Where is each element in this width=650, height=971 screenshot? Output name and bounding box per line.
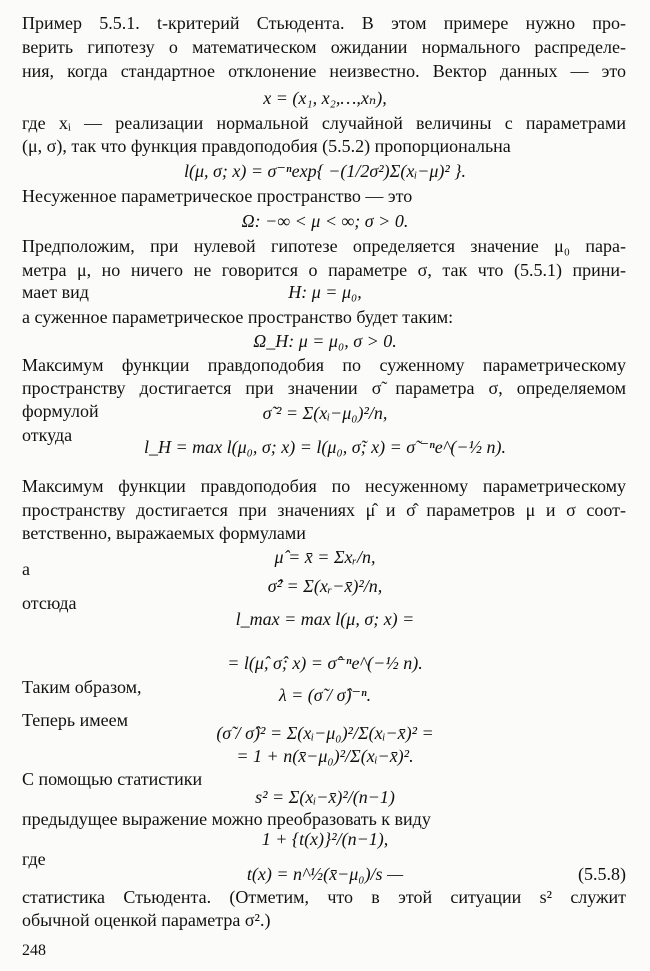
para-line-26: обычной оценкой параметра σ².) [22,910,271,930]
para-line-7: Предположим, при нулевой гипотезе определяется значение μ₀ пара- [22,236,626,256]
para-line-13: формулой [22,401,99,421]
equation-lmax-result: = l(μ̂, σ̂; x) = σ̂⁻ⁿe^(−½ n). [227,653,423,673]
para-line-9: мает вид [22,282,89,302]
para-line-21: Теперь имеем [22,710,129,730]
equation-vector: x = (x₁, x₂,…,xₙ), [263,88,387,108]
para-line-8: метра μ, но ничего не говорится о параметре σ, так что (5.5.1) прини- [22,260,626,280]
para-line-3: ния, когда стандартное отклонение неизвестно. Вектор данных — это [22,61,626,81]
para-line-11: Максимум функции правдоподобия по суженному параметрическому [22,355,626,375]
equation-s2: s² = Σ(xᵢ−x̄)²/(n−1) [255,787,395,807]
para-line-25: статистика Стьюдента. (Отметим, что в этой ситуации s² служит [22,887,626,907]
equation-sigma-hat: σ̂² = Σ(xᵣ−x̄)²/n, [267,576,383,596]
para-line-4: где xᵢ — реализации нормальной случайной величины с параметрами [22,113,626,133]
para-line-20: Таким образом, [22,677,142,697]
equation-lh: l_H = max l(μ₀, σ; x) = l(μ₀, σ̃; x) = σ̃ ⁻ⁿe^(−½ n). [144,437,506,457]
equation-t-statistic: t(x) = n^½(x̄−μ₀)/s — [246,864,404,884]
equation-number: (5.5.8) [578,864,626,884]
equation-ratio-2: = 1 + n(x̄−μ₀)²/Σ(xᵢ−x̄)². [236,746,414,766]
page-number: 248 [22,942,46,959]
para-line-19: отсюда [22,593,77,613]
equation-hypothesis: H: μ = μ₀, [288,282,362,302]
para-line-24: где [22,849,46,869]
para-line-17: ветственно, выражаемых формулами [22,523,306,543]
equation-sigma-tilde: σ̃ ² = Σ(xᵢ−μ₀)²/n, [262,403,388,423]
equation-omega: Ω: −∞ < μ < ∞; σ > 0. [241,211,409,231]
equation-omega-h: Ω_H: μ = μ₀, σ > 0. [253,331,397,351]
para-line-15: Максимум функции правдоподобия по несуженному параметрическому [22,476,626,496]
para-line-6: Несуженное параметрическое пространство — это [22,186,413,206]
para-line-12: пространству достигается при значении σ̃ параметра σ, определяемом [22,378,626,398]
equation-mu-hat: μ̂ = x̄ = Σxᵣ/n, [274,547,376,567]
para-line-14: откуда [22,425,73,445]
equation-likelihood: l(μ, σ; x) = σ⁻ⁿexp{ −(1/2σ²)Σ(xᵢ−μ)² }. [184,161,466,181]
equation-lambda: λ = (σ̃ / σ̂)⁻ⁿ. [278,685,372,705]
para-line-2: верить гипотезу о математическом ожидании нормального распределе- [22,37,626,57]
para-line-5: (μ, σ), так что функция правдоподобия (5.5.2) пропорциональна [22,136,511,156]
equation-ratio: (σ̃ / σ̂)² = Σ(xᵢ−μ₀)²/Σ(xᵢ−x̄)² = [216,723,434,743]
equation-lmax: l_max = max l(μ, σ; x) = [235,609,415,629]
equation-t-form: 1 + {t(x)}²/(n−1), [261,829,389,849]
para-line-23: предыдущее выражение можно преобразовать к виду [22,809,431,829]
para-line-16: пространству достигается при значениях μ̂ и σ̂ параметров μ и σ соот- [22,500,626,520]
para-line-1: Пример 5.5.1. t-критерий Стьюдента. В этом примере нужно про- [22,13,626,33]
para-line-18: а [22,559,30,579]
para-line-10: а суженное параметрическое пространство будет таким: [22,307,454,327]
para-line-22: С помощью статистики [22,769,203,789]
